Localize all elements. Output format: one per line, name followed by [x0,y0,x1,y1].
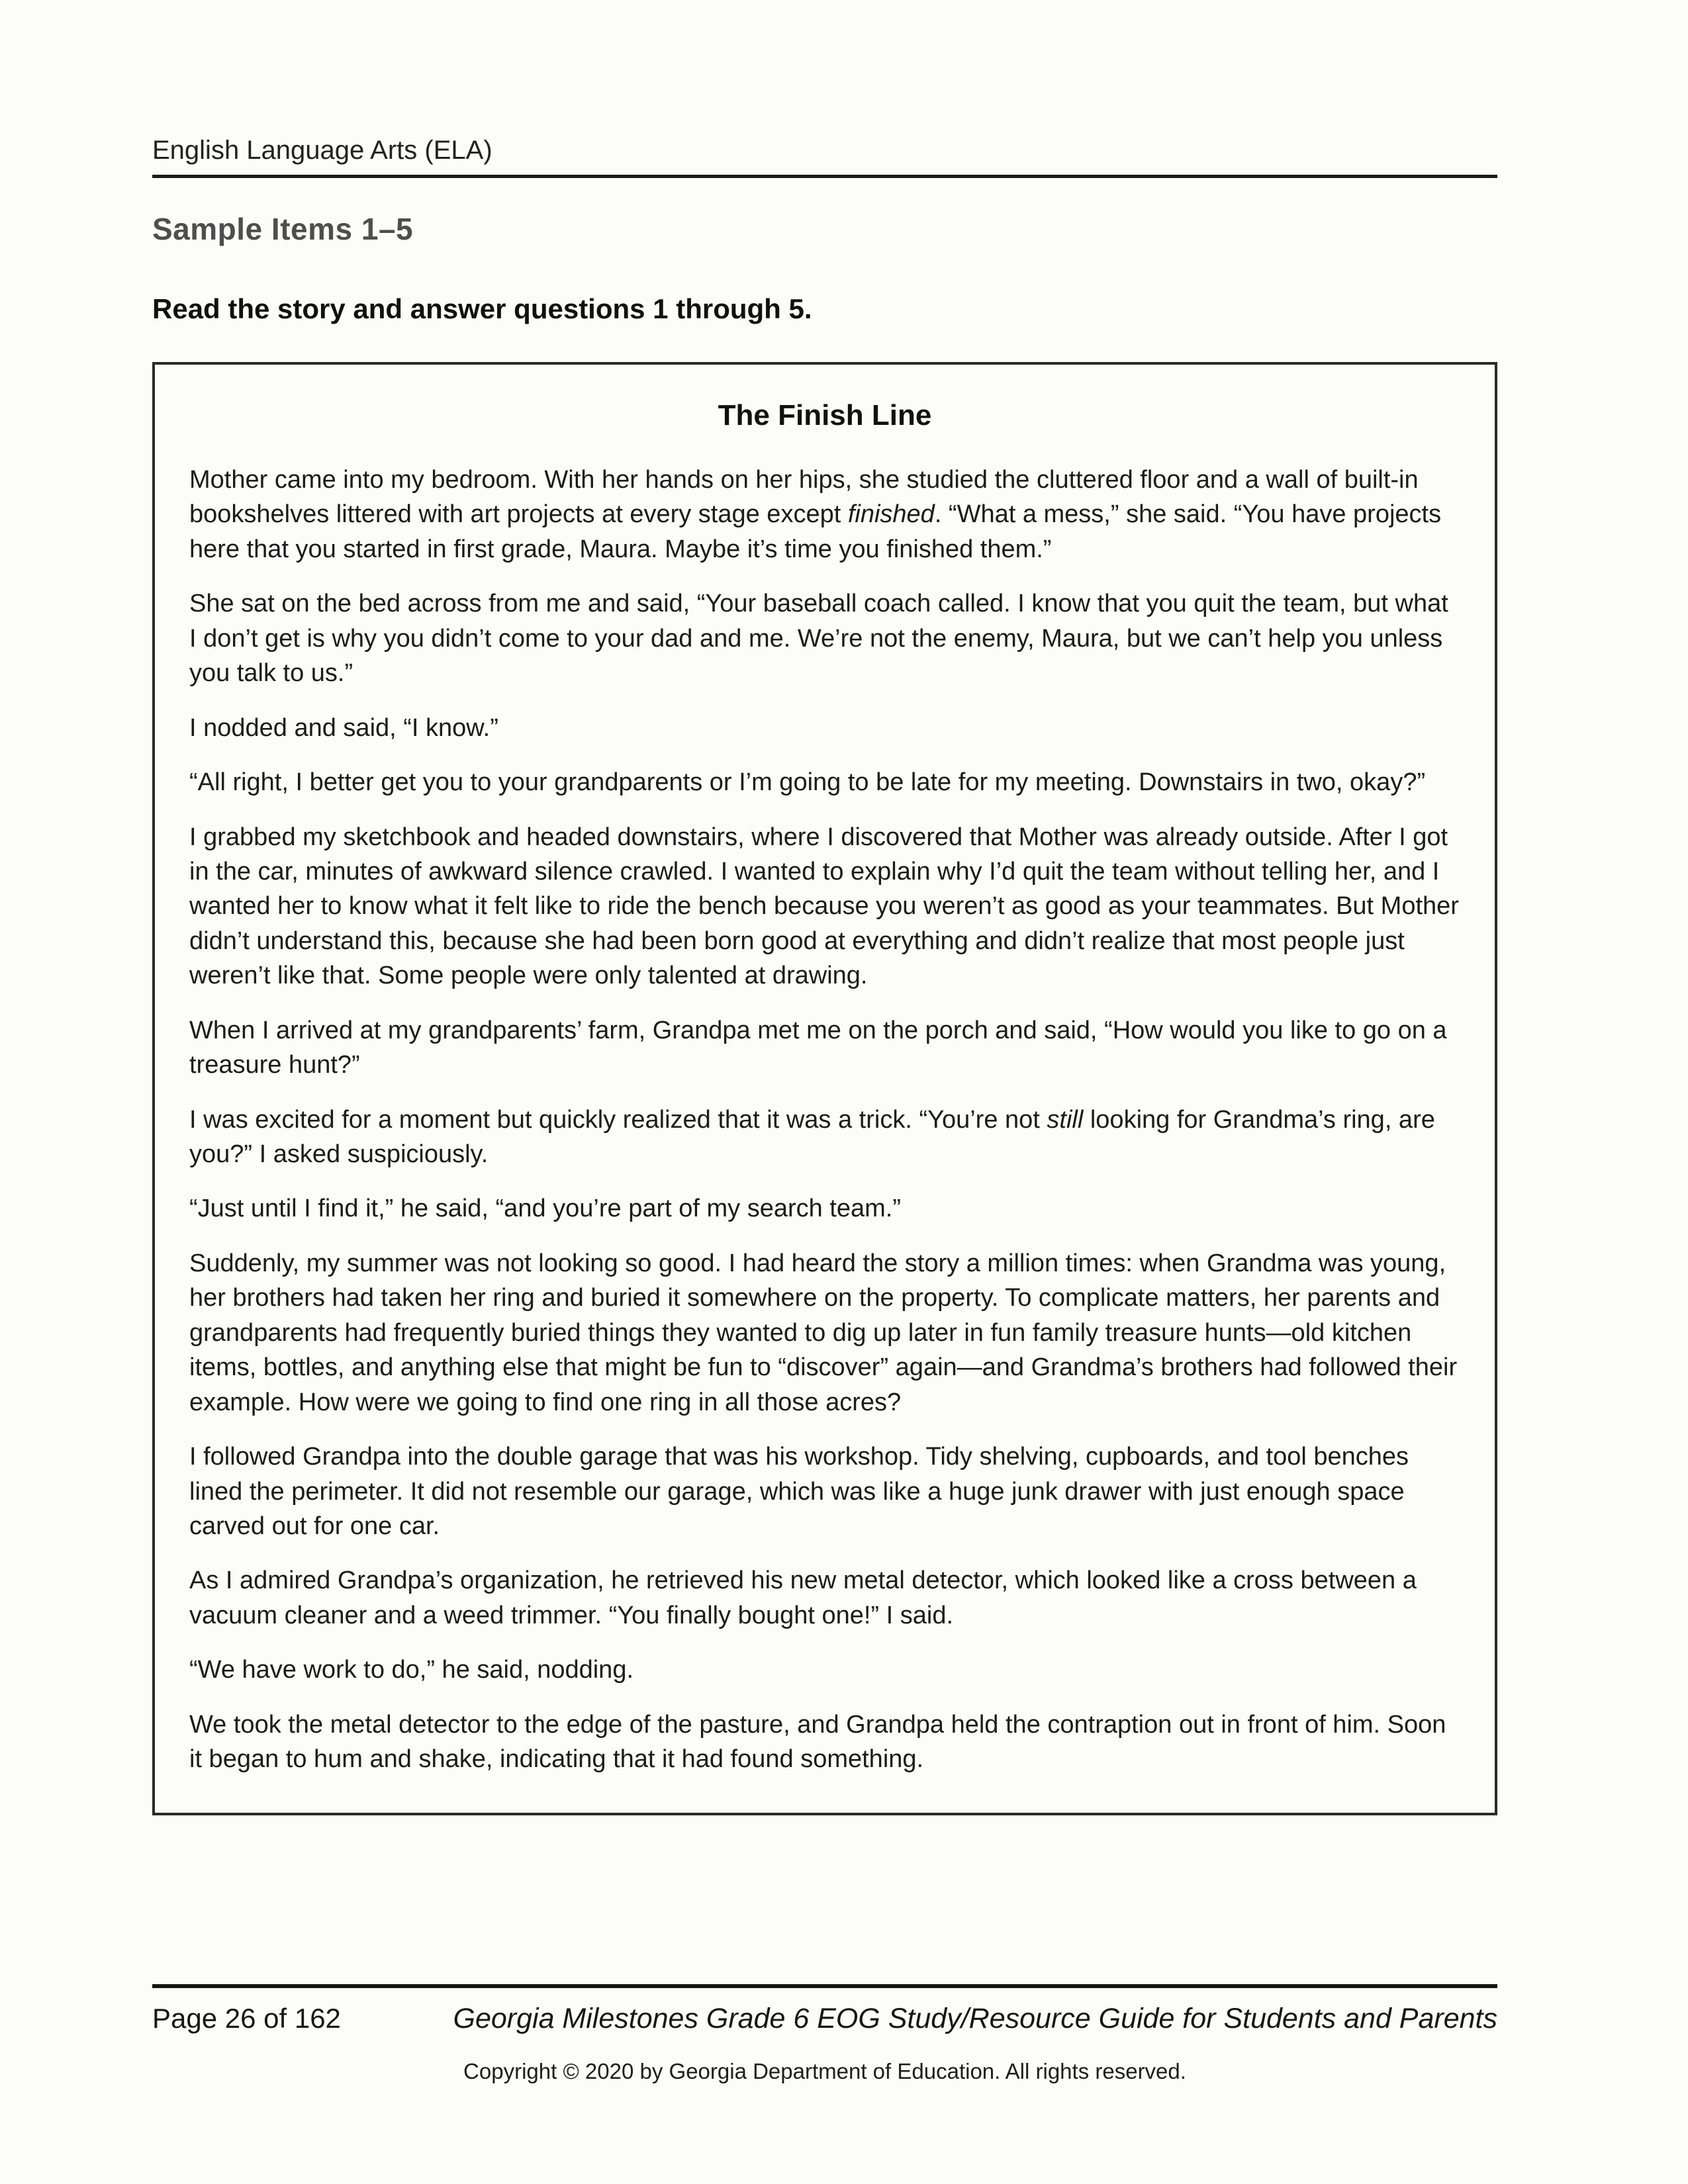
emphasized-word: finished [847,500,935,529]
story-paragraph: “Just until I find it,” he said, “and you’re part of my search team.” [189,1195,902,1223]
story-box [152,362,1497,1815]
copyright-notice: Copyright © 2020 by Georgia Department of Education. All rights reserved. [463,2059,1186,2083]
page-footer [152,1984,1497,2084]
story-paragraph: Suddenly, my summer was not looking so good. I had heard the story a million times: when Grandma was young, her brothers had taken her ring and buried it somewhere on the property. To complicate matters, her parents and grandparents had frequently buried things they wanted to dig up later in fun family treasure hunts—old kitchen items, bottles, and anything else that might be fun to “discover” again—and Grandma’s brothers had followed their example. How were we going to find one ring in all those acres? [189,1249,1458,1416]
story-paragraph: Mother came into my bedroom. With her hands on her hips, she studied the cluttered floor and a wall of built-in bookshelves littered with art projects at every stage except finished. “What a mess,” she said. “You have projects here that you started in first grade, Maura. Maybe it’s time you finished them.” [189,466,1442,563]
story-paragraph: I was excited for a moment but quickly realized that it was a trick. “You’re not still looking for Grandma’s ring, are you?” I asked suspiciously. [189,1105,1435,1168]
emphasized-word: still [1047,1105,1084,1134]
story-paragraph: I grabbed my sketchbook and headed downstairs, where I discovered that Mother was already outside. After I got in the car, minutes of awkward silence crawled. I wanted to explain why I’d quit the team without telling her, and I wanted her to know what it felt like to ride the bench because you weren’t as good as your teammates. But Mother didn’t understand this, because she had been born good at everything and didn’t realize that most people just weren’t like that. Some people were only talented at drawing. [189,823,1459,990]
story-paragraph: I followed Grandpa into the double garage that was his workshop. Tidy shelving, cupboards, and tool benches lined the perimeter. It did not resemble our garage, which was like a huge junk drawer with just enough space carved out for one car. [189,1443,1409,1540]
page-number: Page 26 of 162 [152,2003,341,2034]
section-label: English Language Arts (ELA) [152,136,492,165]
footer-line [152,1984,1497,2035]
sample-items-heading: Sample Items 1–5 [152,212,414,246]
story-paragraphs [189,463,1460,1777]
page-header [152,136,1497,178]
story-paragraph: “All right, I better get you to your grandparents or I’m going to be late for my meeting. Downstairs in two, okay?” [189,768,1426,797]
story-paragraph: She sat on the bed across from me and said, “Your baseball coach called. I know that you quit the team, but what I don’t get is why you didn’t come to your dad and me. We’re not the enemy, Maura, but we can’t help you unless you talk to us.” [189,590,1448,688]
instructions-text: Read the story and answer questions 1 through 5. [152,293,812,324]
story-paragraph: When I arrived at my grandparents’ farm, Grandpa met me on the porch and said, “How would you like to go on a treasure hunt?” [189,1016,1447,1079]
story-paragraph: We took the metal detector to the edge of the pasture, and Grandpa held the contraption out in front of him. Soon it began to hum and shake, indicating that it had found something. [189,1710,1446,1774]
story-paragraph: As I admired Grandpa’s organization, he retrieved his new metal detector, which looked like a cross between a vacuum cleaner and a weed trimmer. “You finally bought one!” I said. [189,1567,1417,1629]
story-title: The Finish Line [718,399,932,432]
story-paragraph: I nodded and said, “I know.” [189,713,498,742]
guide-title: Georgia Milestones Grade 6 EOG Study/Resource Guide for Students and Parents [453,2003,1497,2034]
story-paragraph: “We have work to do,” he said, nodding. [189,1656,634,1684]
